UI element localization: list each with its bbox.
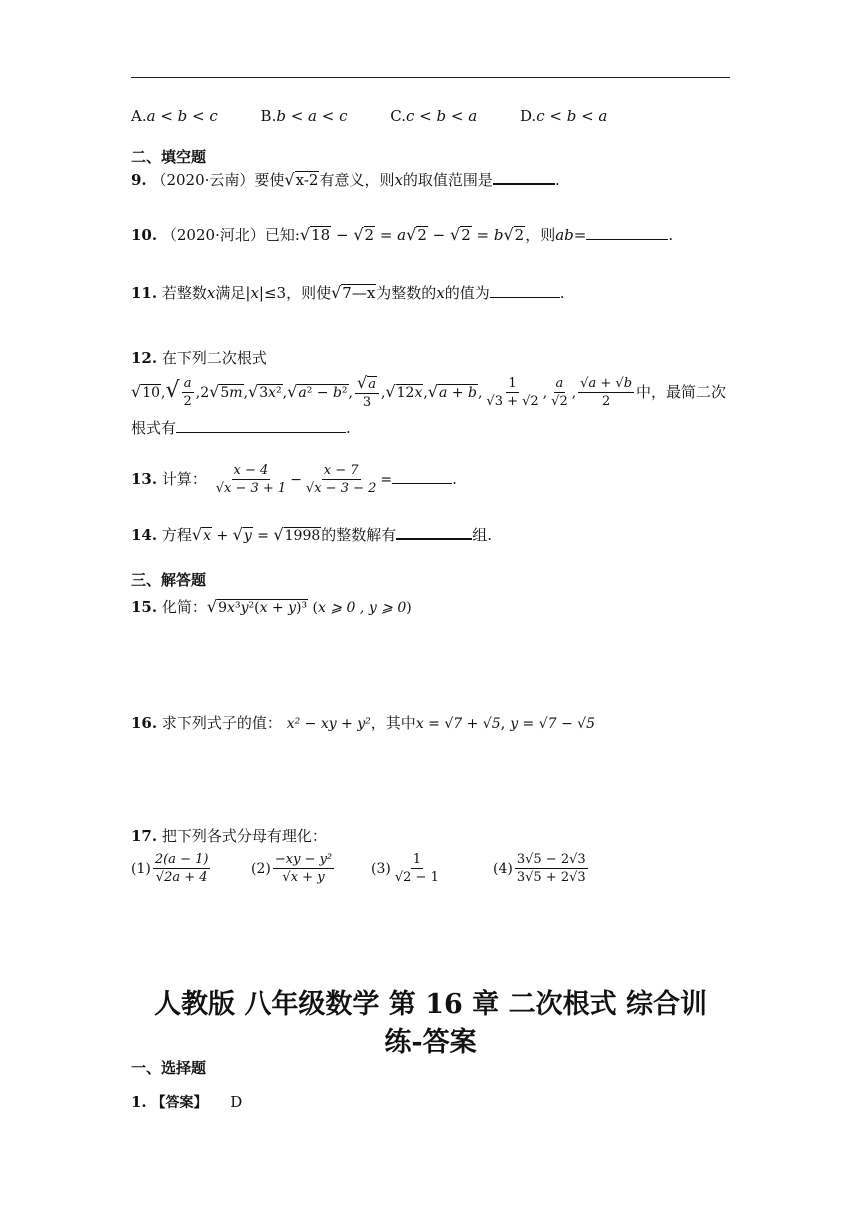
q17-item-3-den: 2 − 1 [403, 870, 439, 885]
q9-radicand: x-2 [295, 171, 319, 189]
q11-radicand: 7—x [342, 284, 376, 302]
q11-var-3: x [436, 284, 445, 302]
q12-text-2: 根式有 [131, 419, 177, 437]
question-9 [131, 169, 560, 190]
question-15: 15. 化简：√9x³y²(x + y)³ (x ⩾ 0 , y ⩾ 0) [131, 597, 412, 616]
q10-answer-blank[interactable] [586, 225, 668, 240]
q16-text-1: 求下列式子的值： [161, 714, 282, 732]
q10-sqrt2-rad-a: 2 [364, 226, 375, 244]
q12-r4: √3x² [248, 382, 282, 401]
q11-var-1: x [206, 284, 216, 302]
q17-item-2-label: (2) [251, 861, 271, 877]
q17-item-1: (1) $\frac{2(a - 1)}{√2a + 4}$ [131, 852, 209, 885]
q14-text-2: 的整数解有 [321, 526, 397, 544]
q17-item-4-num: 3√5 − 2√3 [516, 852, 586, 867]
q9-number: 9. [131, 171, 147, 189]
q11-text-1: 若整数 [161, 284, 207, 302]
q16-y-value: y = √7 − √5 [510, 716, 596, 732]
q17-item-4-label: (4) [493, 861, 513, 877]
q12-answer-blank[interactable] [176, 418, 346, 433]
q17-number: 17. [131, 827, 158, 845]
q14-1998: 1998 [284, 528, 321, 544]
question-11 [131, 283, 565, 303]
q17-item-4 [493, 852, 590, 885]
option-b-text: b < a < c [276, 107, 348, 125]
q15-radical: √9x³y²(x + y)³ [206, 597, 308, 616]
q17-item-2-den: x + y [290, 870, 325, 885]
option-a-label: A. [131, 107, 147, 125]
q11-radical: √7—x [331, 283, 376, 302]
section-3-heading: 三、解答题 [131, 571, 207, 589]
q10-a: a [397, 226, 407, 244]
q13-fraction-1: $\frac{x - 4}{√x - 3 + 1}$ [215, 463, 287, 496]
q11-number: 11. [131, 284, 158, 302]
q12-r5: √a² − b² [287, 382, 348, 401]
q13-text-1: 计算： [161, 470, 207, 488]
q11-text-2: 满足| [215, 284, 251, 302]
q10-text-1: 已知: [264, 226, 300, 244]
q9-text-3: 的取值范围是 [402, 171, 493, 189]
q17-items [131, 849, 590, 889]
q17-text-1: 把下列各式分母有理化： [161, 827, 327, 845]
q10-source: （2020·河北） [161, 226, 265, 244]
q10-sqrt18: √18 [299, 225, 331, 244]
q10-number: 10. [131, 226, 158, 244]
option-c-label: C. [390, 107, 406, 125]
q17-item-1-num: 2(a − 1) [154, 852, 209, 867]
q10-sqrt2-a: √2 [353, 225, 375, 244]
q12-r6: $\frac{√a}{3}$ [355, 375, 379, 411]
q11-answer-blank[interactable] [490, 283, 560, 298]
q11-var-2: x [250, 284, 259, 302]
answer-section-1-heading: 一、选择题 [131, 1059, 207, 1077]
question-14: 14. 方程√x + √y = √1998的整数解有 组. [131, 525, 493, 544]
option-c-text: c < b < a [406, 107, 478, 125]
q17-item-2: (2) $\frac{\text{−xy − y²}}{√x + y}$ [251, 852, 333, 885]
q16-expression: x² − xy + y² [286, 716, 371, 732]
q12-r10: $\frac{a}{√2}$ [551, 376, 568, 409]
q10-sqrt2-rad-b: 2 [417, 226, 427, 244]
q8-options [131, 106, 645, 126]
q12-r8: √a + b [427, 382, 477, 401]
q11-text-4: 为整数的 [376, 284, 437, 302]
q10-sqrt2-rad-d: 2 [514, 226, 525, 244]
question-17 [131, 826, 327, 846]
q11-end: . [559, 284, 565, 302]
q10-b: b [493, 226, 504, 244]
q14-text-1: 方程 [161, 526, 192, 544]
q13-f2-num: x − 7 [323, 463, 359, 478]
q10-sqrt2-b: √2 [406, 225, 427, 244]
question-10: 10. （2020·河北）已知:√18 − √2 = a√2 − √2 = b√2，则ab= . [131, 225, 674, 244]
option-d-text: c < b < a [536, 107, 608, 125]
answer-1 [131, 1092, 242, 1113]
q13-f1-den: x − 3 + 1 [223, 481, 287, 496]
answer-1-value: D [230, 1093, 243, 1111]
q10-sqrt2-c: √2 [449, 225, 471, 244]
q9-answer-blank[interactable] [493, 169, 555, 185]
q9-source: （2020·云南） [151, 171, 255, 189]
q17-item-2-num: −xy − y² [274, 852, 333, 867]
q12-r7: √12x [385, 382, 423, 401]
q17-item-1-den: 2a + 4 [164, 870, 208, 885]
header-rule [131, 77, 730, 78]
q15-number: 15. [131, 598, 158, 616]
q9-end: . [554, 171, 560, 189]
answer-1-number: 1. [131, 1093, 147, 1111]
q12-r1: √10 [131, 382, 161, 401]
q13-f1-num: x − 4 [233, 463, 269, 478]
q10-sqrt2-d: √2 [503, 225, 525, 244]
q13-answer-blank[interactable] [392, 469, 452, 484]
q13-f2-den: x − 3 − 2 [314, 481, 377, 496]
option-b-label: B. [260, 107, 277, 125]
q16-x-value: x = √7 + √5 [415, 716, 501, 732]
answer-title-line-1: 人教版 八年级数学 第 16 章 二次根式 综合训 [154, 989, 707, 1020]
section-2-heading: 二、填空题 [131, 148, 207, 166]
q12-r9: $\frac{1}{√3 + √2}$ [486, 376, 539, 409]
q14-number: 14. [131, 526, 158, 544]
q12-end: . [346, 419, 351, 437]
q12-r11: $\frac{√a + √b}{2}$ [580, 376, 633, 409]
q10-eq: = [573, 226, 587, 244]
q12-r3: √5m [209, 382, 243, 401]
q17-item-3-num: 1 [412, 852, 421, 867]
q17-item-4-den: 3√5 + 2√3 [516, 870, 586, 885]
q17-item-3: (3) $\frac{1}{√2 - 1}$ [371, 852, 439, 885]
q13-end: . [452, 470, 457, 488]
q14-answer-blank[interactable] [396, 524, 472, 540]
q10-end: . [668, 226, 674, 244]
option-d-label: D. [519, 107, 537, 125]
answer-title-line-2: 练-答案 [384, 1027, 477, 1058]
question-16: 16. 求下列式子的值： x² − xy + y²，其中x = √7 + √5, y = √7 − √5 [131, 714, 596, 732]
q12-line-3 [131, 418, 351, 438]
q9-radical: √x-2 [284, 170, 319, 189]
question-12 [131, 348, 267, 368]
q16-number: 16. [131, 714, 158, 732]
q9-var: x [394, 171, 403, 189]
q12-text-1: 在下列二次根式 [161, 349, 267, 367]
q16-text-2: ，其中 [370, 714, 416, 732]
q12-text-mid: 中，最简二次 [636, 383, 727, 401]
answer-1-tag: 【答案】 [151, 1095, 208, 1111]
question-13: 13. 计算： $\frac{x - 4}{√x - 3 + 1}$ − $\frac{x - 7}{√x - 3 - 2}$ = . [131, 463, 457, 496]
q10-sqrt2-rad-c: 2 [461, 226, 471, 244]
q10-ab: ab [555, 226, 574, 244]
q10-sqrt18-rad: 18 [311, 226, 331, 244]
q12-r2: √ $\frac{a}{2}$ [165, 376, 192, 409]
q13-fraction-2: $\frac{x - 7}{√x - 3 - 2}$ [305, 463, 377, 496]
q15-condition: x ⩾ 0 , y ⩾ 0 [318, 600, 407, 616]
q14-text-3: 组. [472, 526, 493, 544]
q11-text-5: 的值为 [444, 284, 490, 302]
q12-radical-list: √10,√ $\frac{a}{2}$ ,2√5m,√3x²,√a² − b², $\frac{√a}{3}$ ,√12x,√a + b, $\frac{1}{√3 + √2}$ , $\frac{a}{√2}$ , $\frac{√a + √b}{2}$ 中，最简二次 [131, 371, 726, 411]
q11-text-3: |≤3，则使 [258, 284, 332, 302]
q17-item-3-label: (3) [371, 861, 391, 877]
q17-item-1-label: (1) [131, 861, 151, 877]
q15-text-1: 化简： [161, 598, 207, 616]
q13-number: 13. [131, 470, 158, 488]
q9-text-2: 有意义，则 [319, 171, 395, 189]
q12-number: 12. [131, 349, 158, 367]
q9-text-1: 要使 [254, 171, 285, 189]
option-a-text: a < b < c [146, 107, 218, 125]
q10-text-2: ，则 [525, 226, 556, 244]
